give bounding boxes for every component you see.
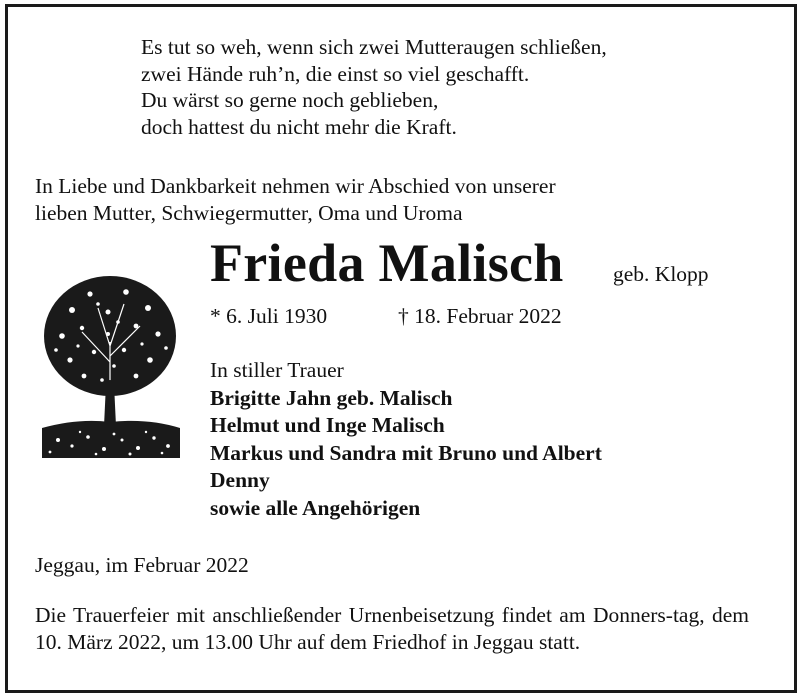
- tree-icon: [38, 272, 183, 462]
- verse-line: Du wärst so gerne noch geblieben,: [141, 88, 439, 112]
- death-date: † 18. Februar 2022: [398, 304, 562, 328]
- birth-date: * 6. Juli 1930: [210, 304, 328, 328]
- verse-line: Es tut so weh, wenn sich zwei Mutteraugen schließen,: [141, 35, 607, 59]
- mourner-line: Denny: [210, 468, 270, 492]
- place-date: Jeggau, im Februar 2022: [35, 553, 249, 577]
- mourner-line: Brigitte Jahn geb. Malisch: [210, 385, 453, 410]
- mourner-line: sowie alle Angehörigen: [210, 495, 421, 520]
- mourner-line: Markus und Sandra mit Bruno und Albert: [210, 440, 602, 465]
- deceased-name: Frieda Malisch: [210, 233, 564, 293]
- verse-line: zwei Hände ruh’n, die einst so viel geschafft.: [141, 61, 530, 86]
- intro-line: In Liebe und Dankbarkeit nehmen wir Abschied von unserer: [35, 174, 556, 198]
- verse-line: doch hattest du nicht mehr die Kraft.: [141, 114, 457, 139]
- mourners-block: [210, 357, 602, 522]
- mourner-line: Helmut und Inge Malisch: [210, 413, 445, 437]
- intro-line: lieben Mutter, Schwiegermutter, Oma und Uroma: [35, 200, 463, 225]
- mourning-intro: In stiller Trauer: [210, 358, 344, 382]
- ceremony-info: Die Trauerfeier mit anschließender Urnenbeisetzung findet am Donners-tag, dem 10. März 2022, um 13.00 Uhr auf dem Friedhof in Jeggau statt.: [35, 603, 749, 654]
- birth-name: geb. Klopp: [613, 262, 709, 286]
- memorial-verse: [141, 34, 607, 140]
- obituary-notice: [5, 4, 797, 693]
- farewell-intro: [35, 173, 556, 226]
